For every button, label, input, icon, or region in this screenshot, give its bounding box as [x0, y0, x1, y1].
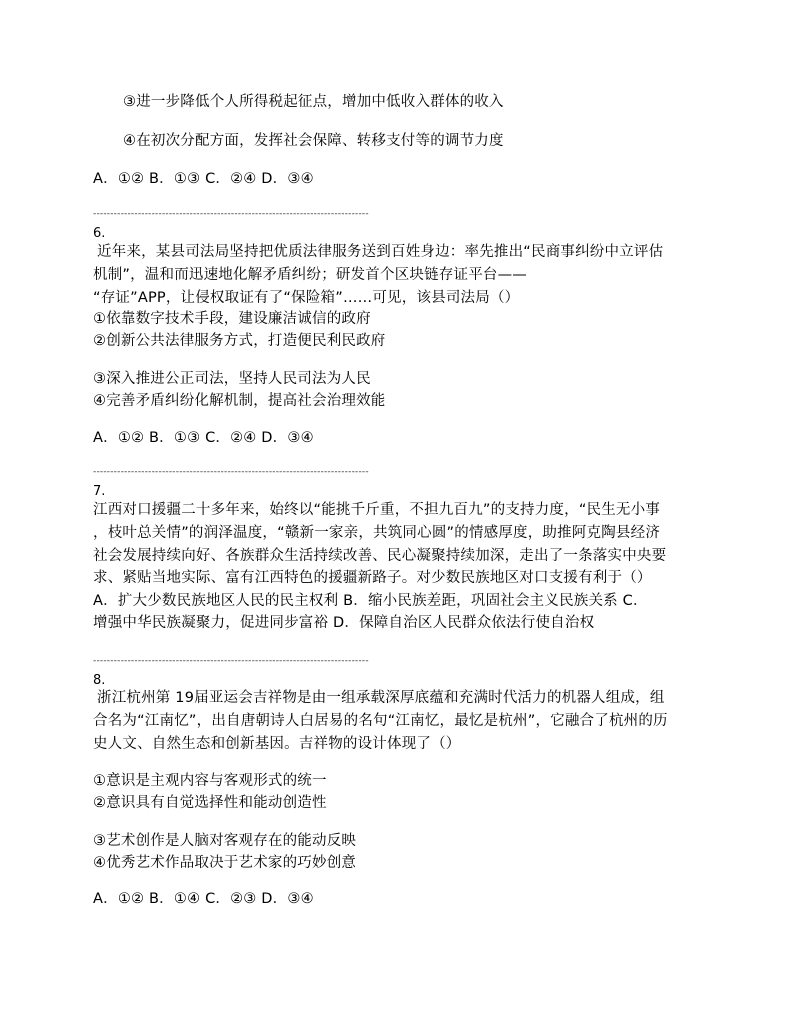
q8-option-4: ④优秀艺术作品取决于艺术家的巧妙创意 — [93, 855, 357, 871]
q6-option-2: ②创新公共法律服务方式，打造便民利民政府 — [93, 333, 386, 349]
q6-option-1: ①依靠数字技术手段，建设廉洁诚信的政府 — [93, 311, 371, 327]
q5-option-4: ④在初次分配方面，发挥社会保障、转移支付等的调节力度 — [123, 133, 504, 149]
q7-text-line: 增强中华民族凝聚力，促进同步富裕 D．保障自治区人民群众依法行使自治权 — [93, 615, 595, 631]
q8-stem-line: 浙江杭州第 19届亚运会吉祥物是由一组承载深厚底蕴和充满时代活力的机器人组成，组 — [97, 690, 665, 706]
q6-stem-line: 近年来，某县司法局坚持把优质法律服务送到百姓身边：率先推出“民商事纠纷中立评估 — [97, 244, 664, 260]
q6-answer-choices: A．①② B．①③ C．②④ D．③④ — [93, 430, 314, 446]
q7-text-line: A．扩大少数民族地区人民的民主权利 B．缩小民族差距，巩固社会主义民族关系 C． — [93, 593, 648, 609]
q8-answer-choices: A．①② B．①④ C．②③ D．③④ — [93, 891, 314, 907]
q6-option-4: ④完善矛盾纠纷化解机制，提高社会治理效能 — [93, 393, 386, 409]
q8-option-3: ③艺术创作是人脑对客观存在的能动反映 — [93, 833, 357, 849]
q6-stem-line: “存证”APP，让侵权取证有了“保险箱”……可见，该县司法局（） — [93, 290, 520, 306]
q8-stem-line: 史人文、自然生态和创新基因。吉祥物的设计体现了（） — [93, 736, 461, 752]
q7-text-line: 求、紧贴当地实际、富有江西特色的援疆新路子。对少数民族地区对口支援有利于（） — [93, 570, 652, 586]
q8-option-1: ①意识是主观内容与客观形式的统一 — [93, 773, 327, 789]
q7-text-line: 江西对口援疆二十多年来，始终以“能挑千斤重，不担九百九”的支持力度，“民生无小事 — [93, 502, 661, 518]
q6-number: 6. — [93, 226, 106, 241]
separator-line: -------------------------------------------------------------------------------- — [93, 656, 369, 666]
q7-text-line: 社会发展持续向好、各族群众生活持续改善、民心凝聚持续加深，走出了一条落实中央要 — [93, 548, 667, 564]
q6-stem-line: 机制”，温和而迅速地化解矛盾纠纷；研发首个区块链存证平台—— — [93, 267, 528, 283]
q6-option-3: ③深入推进公正司法，坚持人民司法为人民 — [93, 371, 371, 387]
q7-text-line: ，枝叶总关情”的润泽温度，“赣新一家亲，共筑同心圆”的情感厚度，助推阿克陶县经济 — [93, 525, 661, 541]
q5-answer-choices: A．①② B．①③ C．②④ D．③④ — [93, 171, 314, 187]
q8-option-2: ②意识具有自觉选择性和能动创造性 — [93, 795, 327, 811]
q8-stem-line: 合名为“江南忆”，出自唐朝诗人白居易的名句“江南忆，最忆是杭州”，它融合了杭州的历 — [93, 713, 668, 729]
separator-line: -------------------------------------------------------------------------------- — [93, 209, 369, 219]
separator-line: -------------------------------------------------------------------------------- — [93, 467, 369, 477]
q8-number: 8. — [93, 673, 106, 688]
q5-option-3: ③进一步降低个人所得税起征点，增加中低收入群体的收入 — [123, 94, 504, 110]
q7-number: 7. — [93, 484, 106, 499]
